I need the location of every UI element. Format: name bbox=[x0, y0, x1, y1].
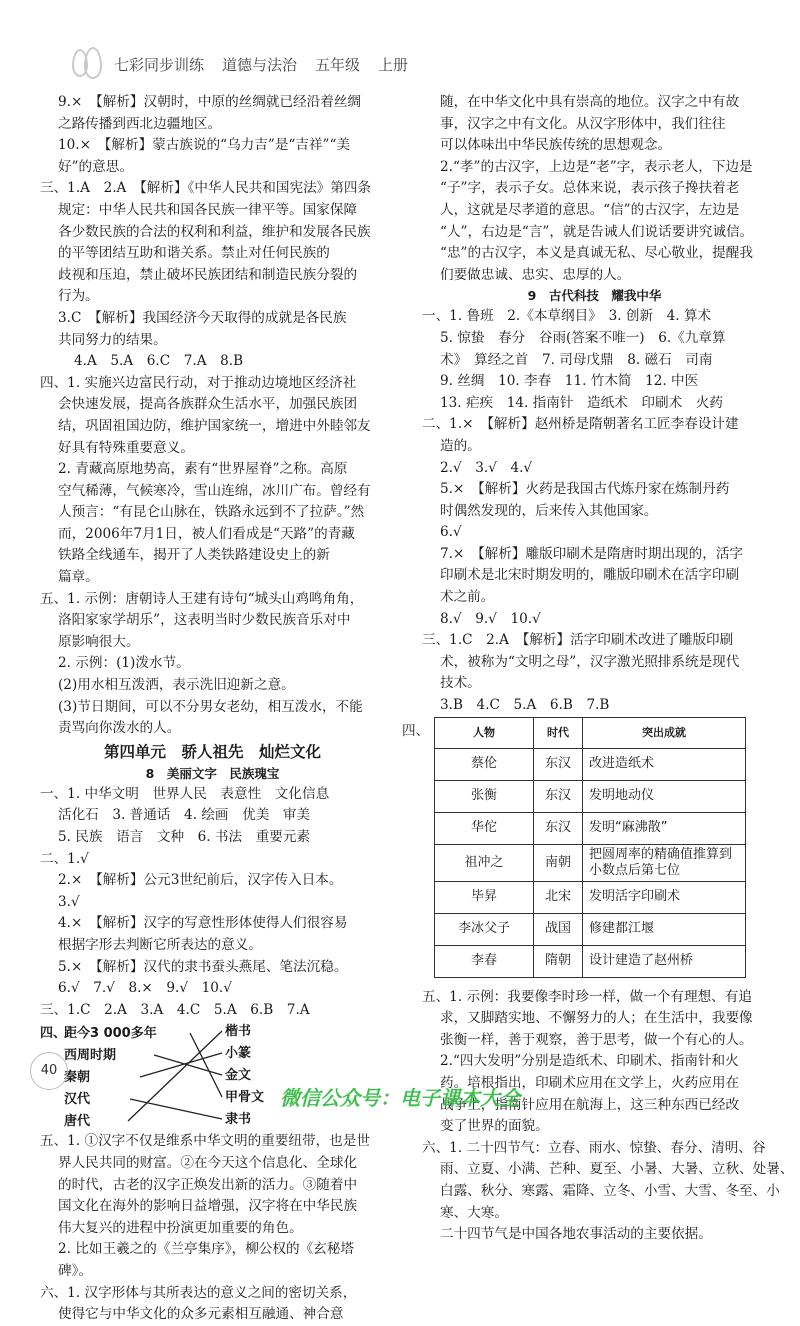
table-cell: 祖冲之 bbox=[435, 844, 534, 881]
answer-line: 2. 比如王羲之的《兰亭集序》，柳公权的《玄秘塔 bbox=[58, 1241, 354, 1258]
answer-line: 责骂向你泼水的人。 bbox=[58, 720, 181, 737]
answer-line: 三、1.A 2.A 【解析】《中华人民共和国宪法》第四条 bbox=[40, 180, 372, 197]
table-cell: 毕昇 bbox=[435, 881, 534, 913]
answer-line: “人”，右边是“言”，就是告诫人们说话要讲究诚信。 bbox=[440, 223, 754, 240]
answer-line: 五、1. 示例：唐朝诗人王建有诗句“城头山鸡鸣角角， bbox=[40, 590, 364, 607]
table-row bbox=[435, 748, 746, 780]
answer-line: 7.× 【解析】雕版印刷术是隋唐时期出现的，活字 bbox=[440, 545, 744, 562]
answer-line: 的平等团结互助和谐关系。禁止对任何民族的 bbox=[58, 245, 330, 262]
answer-line: 一、1. 鲁班 2.《本草纲目》 3. 创新 4. 算术 bbox=[422, 308, 712, 325]
answer-line: 雨、立夏、小满、芒种、夏至、小暑、大暑、立秋、处暑、 bbox=[440, 1161, 794, 1178]
answers-block-lesson8-end bbox=[422, 92, 767, 286]
answer-line: 使得它与中华文化的众多元素相互融通、神合意 bbox=[58, 1306, 344, 1323]
answer-line: 好具有特殊重要意义。 bbox=[58, 439, 194, 456]
answer-line: 术之前。 bbox=[440, 589, 495, 606]
page-number: 40 bbox=[30, 1052, 68, 1090]
answer-line: 4.A 5.A 6.C 7.A 8.B bbox=[74, 353, 244, 370]
answer-line: 空气稀薄，气候寒冷，雪山连绵，冰川广布。曾经有 bbox=[58, 482, 371, 499]
matching-prefix: 四、 bbox=[40, 1026, 67, 1042]
answer-line: 13. 疟疾 14. 指南针 造纸术 印刷术 火药 bbox=[440, 394, 723, 411]
answer-line: 药。培根指出，印刷术应用在文学上，火药应用在 bbox=[440, 1075, 740, 1091]
answer-line: 行为。 bbox=[58, 288, 99, 305]
answers-block-lesson8-cont bbox=[40, 1131, 385, 1325]
answer-line: 的时代，古老的汉字正焕发出新的活力。③随着中 bbox=[58, 1176, 358, 1193]
table-row bbox=[435, 881, 746, 913]
answer-line: 铁路全线通车，揭开了人类铁路建设史上的新 bbox=[58, 547, 330, 564]
answer-line: 界人民共同的财富。②在今天这个信息化、全球化 bbox=[58, 1154, 358, 1171]
subject-title: 道德与法治 bbox=[222, 55, 298, 74]
answer-line: 共同努力的结果。 bbox=[58, 331, 167, 348]
answer-line: 篇章。 bbox=[58, 569, 99, 586]
left-column bbox=[40, 92, 385, 1326]
table-header: 人物 bbox=[435, 717, 534, 748]
answers-block-lesson9-cont bbox=[422, 987, 794, 1246]
lesson8-title: 8 美丽文字 民族瑰宝 bbox=[145, 765, 280, 781]
answer-line: 8.√ 9.√ 10.√ bbox=[440, 610, 541, 627]
table-row bbox=[435, 780, 746, 812]
table-cell: 发明活字印刷术 bbox=[583, 881, 746, 913]
table-cell: 改进造纸术 bbox=[583, 748, 746, 780]
table-row bbox=[435, 844, 746, 881]
page-header bbox=[70, 44, 426, 84]
answer-line: 2.√ 3.√ 4.√ bbox=[440, 459, 533, 476]
answer-line: 可以体味出中华民族传统的思想观念。 bbox=[440, 137, 672, 154]
answer-line: 而，2006年7月1日，被人们看成是“天路”的青藏 bbox=[58, 525, 355, 542]
answer-line: 2.“四大发明”分别是造纸术、印刷术、指南针和火 bbox=[440, 1053, 739, 1070]
achievements-table-section bbox=[402, 717, 767, 987]
answer-line: 造的。 bbox=[440, 437, 481, 454]
table-cell: 发明“麻沸散” bbox=[583, 812, 746, 844]
table-cell: 隋朝 bbox=[534, 945, 583, 977]
table-row bbox=[435, 913, 746, 945]
match-left-item: 西周时期 bbox=[64, 1048, 117, 1064]
answer-line: 3.√ bbox=[58, 893, 80, 910]
answer-line: 求，又脚踏实地、不懈努力的人；在生活中，我要像 bbox=[440, 1010, 753, 1027]
table-header: 时代 bbox=[534, 717, 583, 748]
achievements-table bbox=[434, 717, 746, 978]
answer-line: 5.× 【解析】火药是我国古代炼丹家在炼制丹药 bbox=[440, 481, 730, 498]
answers-block-lesson8 bbox=[40, 784, 385, 1022]
answer-line: 2.× 【解析】公元3世纪前后，汉字传入日本。 bbox=[58, 872, 343, 889]
answer-line: 6.√ bbox=[440, 524, 462, 541]
footer-watermark: 微信公众号：电子课本大全 bbox=[280, 1086, 520, 1110]
answer-line: 国文化在海外的影响日益增强，汉字将在中华民族 bbox=[58, 1198, 358, 1215]
grade-label: 五年级 bbox=[315, 55, 361, 74]
matching-exercise bbox=[40, 1021, 385, 1131]
match-left-item: 汉代 bbox=[64, 1092, 91, 1108]
answer-line: 歧视和压迫，禁止破坏民族团结和制造民族分裂的 bbox=[58, 266, 358, 283]
table-cell: 北宋 bbox=[534, 881, 583, 913]
answers-block-lesson9 bbox=[422, 306, 767, 716]
match-right-item: 甲骨文 bbox=[225, 1090, 265, 1106]
answer-line: 白露、秋分、寒露、霜降、立冬、小雪、大雪、冬至、小 bbox=[440, 1182, 780, 1199]
answer-line: 会快速发展，提高各族群众生活水平，加强民族团 bbox=[58, 396, 358, 413]
answer-line: 随，在中华文化中具有崇高的地位。汉字之中有故 bbox=[440, 94, 740, 110]
answer-line: 人预言：“有昆仑山脉在，铁路永远到不了拉萨。”然 bbox=[58, 504, 365, 521]
match-left-item: 距今3 000多年 bbox=[64, 1026, 157, 1042]
table-cell: 蔡伦 bbox=[435, 748, 534, 780]
answer-line: 2. 示例：(1)泼水节。 bbox=[58, 655, 190, 672]
answer-line: 事，汉字之中有文化。从汉字形体中，我们往往 bbox=[440, 115, 726, 132]
table-row bbox=[435, 812, 746, 844]
book-logo-icon bbox=[70, 47, 104, 81]
answer-line: 二十四节气是中国各地农事活动的主要依据。 bbox=[440, 1226, 712, 1243]
answer-line: 活化石 3. 普通话 4. 绘画 优美 审美 bbox=[58, 807, 311, 824]
answer-line: 术》 算经之首 7. 司母戊鼎 8. 磁石 司南 bbox=[440, 351, 713, 368]
table-cell: 发明地动仪 bbox=[583, 780, 746, 812]
table-cell: 李冰父子 bbox=[435, 913, 534, 945]
answer-line: “忠”的古汉字，本义是真诚无私、尽心敬业，提醒我 bbox=[440, 245, 753, 262]
answer-line: 六、1. 汉字形体与其所表达的意义之间的密切关系， bbox=[40, 1284, 357, 1301]
answer-line: 印刷术是北宋时期发明的，雕版印刷术在活字印刷 bbox=[440, 567, 740, 584]
series-title: 七彩同步训练 bbox=[114, 55, 205, 74]
answer-line: 5.× 【解析】汉代的隶书蚕头燕尾、笔法沉稳。 bbox=[58, 958, 348, 975]
table-cell: 把圆周率的精确值推算到小数点后第七位 bbox=[583, 844, 746, 881]
answer-line: 时偶然发现的，后来传入其他国家。 bbox=[440, 502, 658, 519]
answer-line: 战争上，指南针应用在航海上，这三种东西已经改 bbox=[440, 1096, 740, 1113]
answer-line: 一、1. 中华文明 世界人民 表意性 文化信息 bbox=[40, 785, 330, 802]
table-header: 突出成就 bbox=[583, 717, 746, 748]
table-cell: 东汉 bbox=[534, 780, 583, 812]
match-right-item: 小篆 bbox=[225, 1046, 252, 1062]
answer-line: 规定：中华人民共和国各民族一律平等。国家保障 bbox=[58, 201, 358, 218]
answer-line: 三、1.C 2.A 【解析】活字印刷术改进了雕版印刷 bbox=[422, 632, 734, 649]
table-prefix: 四、 bbox=[402, 722, 430, 739]
answer-line: 三、1.C 2.A 3.A 4.C 5.A 6.B 7.A bbox=[40, 1001, 310, 1018]
table-cell: 东汉 bbox=[534, 748, 583, 780]
answer-line: 各少数民族的合法的权利和利益，维护和发展各民族 bbox=[58, 223, 371, 240]
answer-line: 结，巩固祖国边防，维护国家统一，增进中外睦邻友 bbox=[58, 417, 371, 434]
table-cell: 战国 bbox=[534, 913, 583, 945]
answer-line: 术，被称为“文明之母”，汉字激光照排系统是现代 bbox=[440, 653, 740, 670]
match-right-item: 楷书 bbox=[225, 1024, 252, 1040]
match-left-item: 秦朝 bbox=[64, 1070, 91, 1086]
term-label: 上册 bbox=[378, 55, 409, 74]
answer-line: 们要做忠诚、忠实、忠厚的人。 bbox=[440, 266, 631, 283]
answer-line: 五、1. 示例：我要像李时珍一样，做一个有理想、有追 bbox=[422, 988, 752, 1005]
answer-line: 2.“孝”的古汉字，上边是“老”字，表示老人，下边是 bbox=[440, 158, 753, 175]
answer-line: 根据字形去判断它所表达的意义。 bbox=[58, 936, 262, 953]
table-cell: 南朝 bbox=[534, 844, 583, 881]
table-cell: 李春 bbox=[435, 945, 534, 977]
answer-line: 二、1.√ bbox=[40, 850, 89, 867]
answer-line: 人，这就是尽孝道的意思。“信”的古汉字，左边是 bbox=[440, 201, 740, 218]
matching-lines bbox=[40, 1021, 300, 1131]
matching-line bbox=[154, 1055, 222, 1075]
table-cell: 华佗 bbox=[435, 812, 534, 844]
answer-line: 3.C 【解析】我国经济今天取得的成就是各民族 bbox=[58, 309, 347, 326]
answer-line: 变了世界的面貌。 bbox=[440, 1118, 549, 1135]
match-left-item: 唐代 bbox=[64, 1114, 91, 1130]
answer-line: 二、1.× 【解析】赵州桥是隋朝著名工匠李春设计建 bbox=[422, 416, 739, 433]
table-cell: 修建都江堰 bbox=[583, 913, 746, 945]
answer-line: 9.× 【解析】汉朝时，中原的丝绸就已经沿着丝绸 bbox=[58, 94, 362, 110]
table-cell: 张衡 bbox=[435, 780, 534, 812]
answer-line: 3.B 4.C 5.A 6.B 7.B bbox=[440, 697, 610, 714]
right-column bbox=[402, 92, 794, 1246]
answer-line: 技术。 bbox=[440, 675, 481, 692]
answer-line: 6.√ 7.√ 8.× 9.√ 10.√ bbox=[58, 980, 232, 997]
unit-title: 第四单元 骄人祖先 灿烂文化 bbox=[103, 742, 321, 761]
answer-line: 5. 惊蛰 春分 谷雨(答案不唯一) 6.《九章算 bbox=[440, 329, 726, 346]
match-right-item: 金文 bbox=[225, 1068, 252, 1084]
answer-line: 寒、大寒。 bbox=[440, 1204, 508, 1221]
answer-line: 伟大复兴的进程中扮演更加重要的角色。 bbox=[58, 1219, 303, 1236]
table-row bbox=[435, 945, 746, 977]
answers-block-unit3 bbox=[40, 92, 385, 740]
answer-line: 9. 丝绸 10. 李春 11. 竹木简 12. 中医 bbox=[440, 373, 699, 390]
match-right-item: 隶书 bbox=[225, 1112, 252, 1128]
answer-line: 好”的意思。 bbox=[58, 158, 133, 175]
answer-line: 4.× 【解析】汉字的写意性形体使得人们很容易 bbox=[58, 915, 348, 932]
answer-line: 四、1. 实施兴边富民行动，对于推动边境地区经济社 bbox=[40, 374, 357, 391]
table-cell: 设计建造了赵州桥 bbox=[583, 945, 746, 977]
answer-line: 2. 青藏高原地势高，素有“世界屋脊”之称。高原 bbox=[58, 461, 348, 478]
answer-line: 五、1. ①汉字不仅是维系中华文明的重要纽带，也是世 bbox=[40, 1133, 370, 1150]
answer-line: 10.× 【解析】蒙古族说的“乌力吉”是“吉祥”“美 bbox=[58, 137, 351, 154]
answer-line: 5. 民族 语言 文种 6. 书法 重要元素 bbox=[58, 829, 311, 845]
answer-line: 原影响很大。 bbox=[58, 633, 140, 650]
answer-line: 碑》。 bbox=[58, 1262, 92, 1279]
answer-line: 洛阳家家学胡乐”，这表明当时少数民族音乐对中 bbox=[58, 612, 351, 629]
answer-line: “子”字，表示子女。总体来说，表示孩子搀扶着老 bbox=[440, 180, 740, 197]
table-cell: 东汉 bbox=[534, 812, 583, 844]
answer-line: 之路传播到西北边疆地区。 bbox=[58, 115, 222, 132]
answer-line: 张衡一样，善于观察，善于思考，做一个有心的人。 bbox=[440, 1031, 753, 1048]
lesson9-title: 9 古代科技 耀我中华 bbox=[527, 288, 662, 304]
answer-line: 六、1. 二十四节气：立春、雨水、惊蛰、春分、清明、谷 bbox=[422, 1139, 766, 1156]
answer-line: (2)用水相互泼洒，表示洗旧迎新之意。 bbox=[58, 677, 295, 694]
answer-line: (3)节日期间，可以不分男女老幼，相互泼水，不能 bbox=[58, 698, 363, 715]
